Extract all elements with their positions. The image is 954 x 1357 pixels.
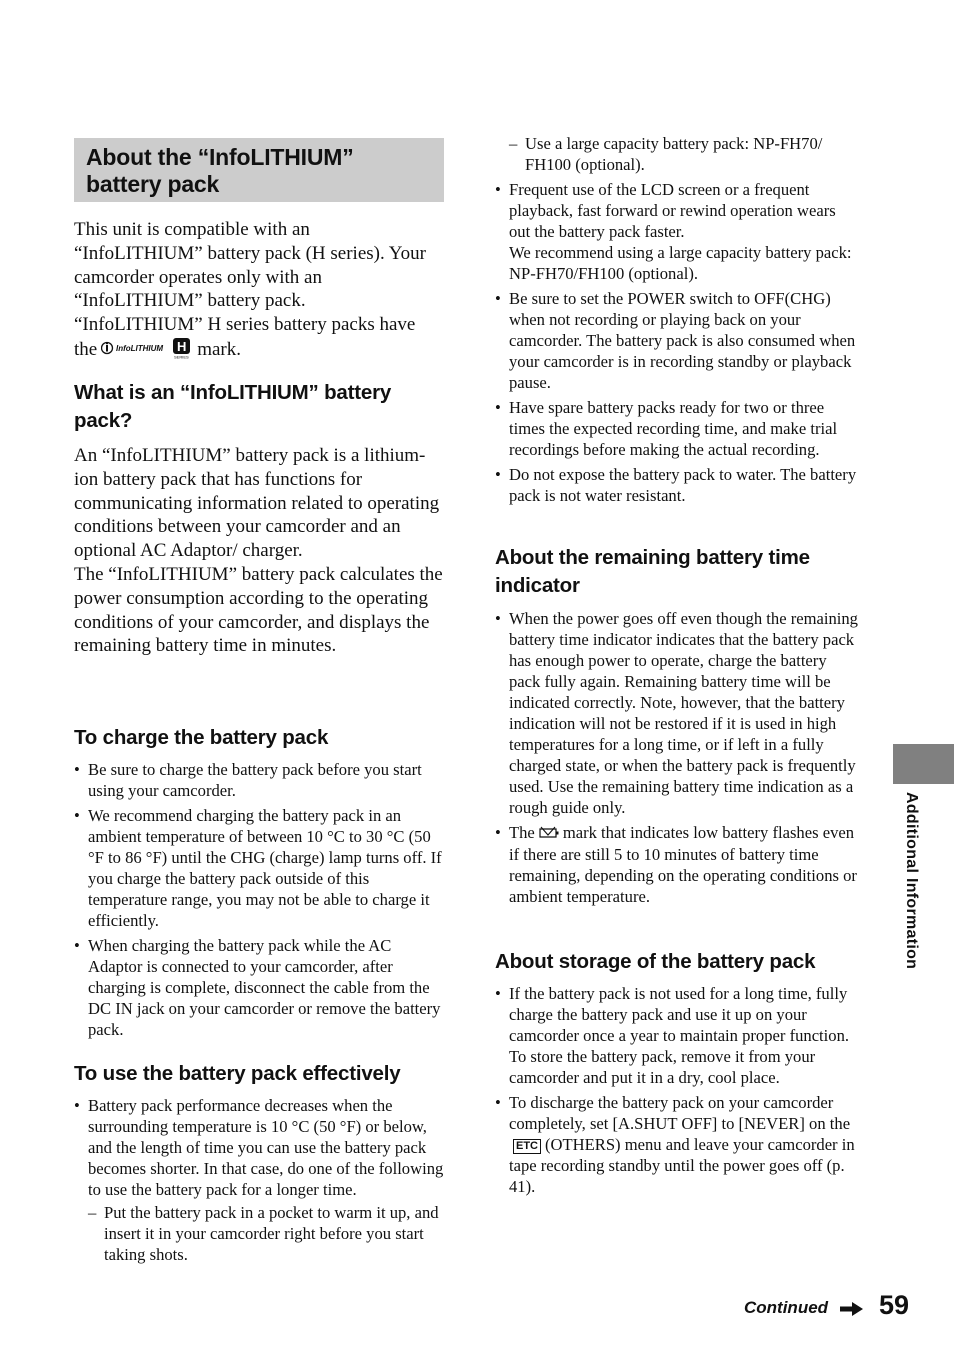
list-item: • We recommend charging the battery pack in an ambient temperature of between 10 °C to 30 °C (50 °F to 86 °F) until the CHG (charge) lamp turns off. If you charge the battery pack outside of this temperature range, you may not be able to charge it efficiently. (74, 805, 444, 931)
page-title: About the “InfoLITHIUM” battery pack (86, 144, 354, 197)
what-is-heading: What is an “InfoLITHIUM” battery pack? (74, 381, 392, 432)
sub-list-item: – Use a large capacity battery pack: NP-FH70/ FH100 (optional). (509, 133, 861, 175)
list-item (495, 1092, 861, 1197)
storage-item2-end: (OTHERS) menu and leave your camcorder in tape recording standby until the power goes off (p. 41). (509, 1135, 855, 1196)
charge-section (74, 724, 444, 1040)
list-item: • Have spare battery packs ready for two or three times the expected recording time, and make trial recordings before making the actual recording. (495, 397, 861, 460)
low-battery-icon (538, 823, 560, 844)
arrow-right-icon (840, 1301, 864, 1322)
list-item: • Do not expose the battery pack to water. The battery pack is not water resistant. (495, 464, 861, 506)
effective-item2: Frequent use of the LCD screen or a frequent playback, fast forward or rewind operation wears out the battery pack faster. (509, 180, 836, 241)
side-tab-label (898, 792, 922, 992)
page-number: 59 (879, 1290, 910, 1320)
intro-paragraph (74, 218, 444, 366)
list-item (495, 822, 861, 907)
logo-wordmark: InfoLITHIUM (116, 343, 164, 353)
side-tab-marker (893, 744, 954, 784)
storage-heading: About storage of the battery pack (495, 950, 816, 973)
list-item: • If the battery pack is not used for a long time, fully charge the battery pack and use it up on your camcorder once a year to maintain proper function. To store the battery pack, remove it from your camcorder and put it in a dry, cool place. (495, 983, 861, 1088)
remaining-heading: About the remaining battery time indicator (495, 546, 810, 597)
section-title-box (74, 138, 444, 202)
effective-heading: To use the battery pack effectively (74, 1062, 401, 1085)
sub-list-item: – Put the battery pack in a pocket to warm it up, and insert it in your camcorder right before you start taking shots. (88, 1202, 444, 1265)
remaining-item2-end: mark that indicates low battery flashes even if there are still 5 to 10 minutes of battery time remaining, depending on the operating conditions or ambient temperature. (509, 823, 857, 906)
effective-list (74, 1095, 444, 1265)
effective-item2-extra: We recommend using a large capacity battery pack: NP-FH70/FH100 (optional). (509, 243, 852, 283)
continued-label: Continued (744, 1298, 829, 1317)
list-item (495, 179, 861, 284)
infolithium-logo-icon (101, 337, 193, 366)
intro-text: This unit is compatible with an “InfoLITHIUM” battery pack (H series). Your camcorder operates only with an “InfoLITHIUM” battery pack. “InfoLITHIUM” H series battery packs have the (74, 219, 426, 360)
list-item (74, 1095, 444, 1265)
effective-sublist-continued (509, 133, 861, 175)
intro-text-end: mark. (197, 338, 242, 360)
list-item (495, 133, 861, 175)
storage-section (495, 948, 861, 1197)
what-is-section (74, 379, 444, 658)
side-tab-text: Additional Information (903, 792, 920, 970)
effective-list-continued (495, 133, 861, 506)
logo-badge: H (177, 338, 187, 354)
charge-heading: To charge the battery pack (74, 726, 329, 749)
storage-item2-start: To discharge the battery pack on your camcorder completely, set [A.SHUT OFF] to [NEVER] on the (509, 1093, 851, 1133)
effective-section-continued (495, 133, 861, 506)
what-is-p2: The “InfoLITHIUM” battery pack calculates the power consumption according to the operating conditions of your camcorder, and displays the remaining battery time in minutes. (74, 563, 443, 657)
storage-list (495, 983, 861, 1197)
effective-item1: Battery pack performance decreases when the surrounding temperature is 10 °C (50 °F) or below, and the length of time you can use the battery pack becomes shorter. In that case, do one of the following to use the battery pack for a longer time. (88, 1096, 444, 1199)
remaining-section (495, 544, 861, 907)
list-item: • Be sure to charge the battery pack before you start using your camcorder. (74, 759, 444, 801)
list-item: • Be sure to set the POWER switch to OFF(CHG) when not recording or playing back on your camcorder. The battery pack is also consumed when your camcorder is in recording standby or playback pause. (495, 288, 861, 393)
logo-sub: SERIES (174, 354, 189, 359)
remaining-item2-start: The (509, 823, 535, 842)
list-item: • When the power goes off even though the remaining battery time indicator indicates that the battery pack has enough power to operate, charge the battery pack fully again. Remaining battery time will be indicated correctly. Note, however, that the battery indication will not be restored if it is used in high temperatures for a long time, or if left in a fully charged state, or when the battery pack is frequently used. Use the remaining battery time indication as a rough guide only. (495, 608, 861, 818)
etc-menu-icon: ETC (513, 1139, 541, 1154)
what-is-p1: An “InfoLITHIUM” battery pack is a lithium-ion battery pack that has functions for communicating information related to operating conditions between your camcorder and an optional AC Adaptor/ charger. (74, 445, 440, 562)
effective-section (74, 1060, 444, 1265)
effective-sublist (88, 1202, 444, 1265)
charge-list (74, 759, 444, 1040)
remaining-list (495, 608, 861, 907)
list-item: • When charging the battery pack while the AC Adaptor is connected to your camcorder, after charging is complete, disconnect the cable from the DC IN jack on your camcorder or remove the battery pack. (74, 935, 444, 1040)
